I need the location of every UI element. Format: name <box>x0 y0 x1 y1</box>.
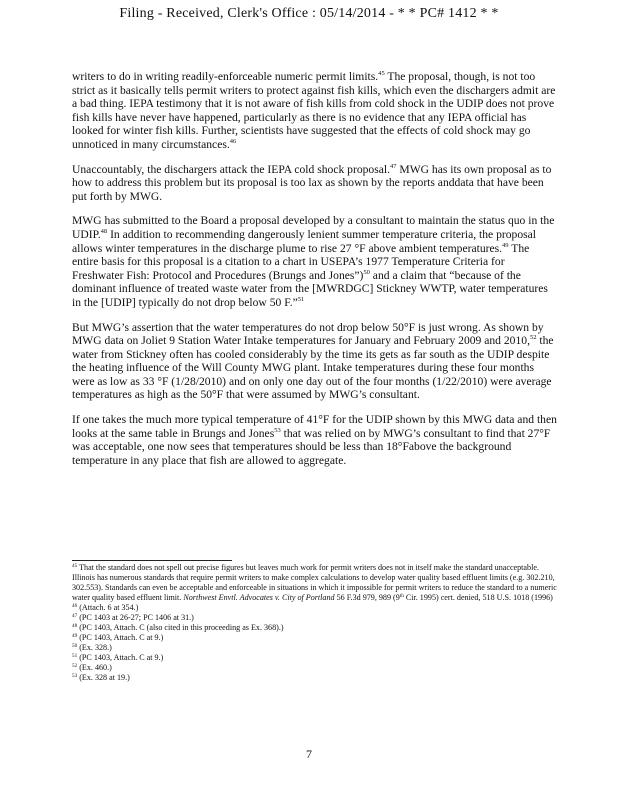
footnote-50 <box>72 643 558 653</box>
footnote-ref[interactable]: 52 <box>529 334 537 342</box>
footnote-53 <box>72 673 558 683</box>
footnote-number: 53 <box>72 673 78 679</box>
footnote-number: 46 <box>72 603 78 609</box>
footnote-ref[interactable]: 53 <box>274 426 281 434</box>
footnote-text: (Ex. 328 at 19.) <box>79 673 130 682</box>
paragraph-text: the water from Stickney often has cooled considerably by the time its gets as far south as the UDIP despite the heating influence of the Will County MWG plant. Intake temperatures during these four months were as low as 33 °F (1/28/2010) and on only one day out of the four months (1/22/2010) were average temperatures as high as the 50°F that were assumed by MWG’s consultant. <box>72 334 554 402</box>
footnote-text: (PC 1403, Attach. C (also cited in this proceeding as Ex. 368).) <box>79 623 284 632</box>
footnote-ref[interactable]: 51 <box>297 295 305 303</box>
paragraph-1 <box>72 70 558 152</box>
paragraph-text: that was relied on by MWG’s consultant to find that 27°F was acceptable, one now sees that temperatures should be less than 18°Fabove the background temperature in any place that fish are allowed to aggregate. <box>72 426 551 467</box>
footnote-48 <box>72 623 558 633</box>
footnote-number: 49 <box>72 633 78 639</box>
footnote-number: 51 <box>72 653 78 659</box>
footnote-text: (PC 1403, Attach. C at 9.) <box>79 653 164 662</box>
footnote-text: (Ex. 460.) <box>79 663 112 672</box>
footnote-text: (Ex. 328.) <box>79 643 112 652</box>
footnote-46 <box>72 603 558 613</box>
paragraph-text: But MWG’s assertion that the water temperatures do not drop below 50°F is just wrong. As shown by MWG data on Joliet 9 Station Water Intake temperatures for January and February 2009 and 2010, <box>72 320 544 348</box>
footnote-number: 52 <box>72 663 78 669</box>
footnote-text: That the standard does not spell out precise figures but leaves much work for permit writers does not in itself make the standard unacceptable. Illinois has numerous standards that require permit writers to make complex calculations to develop water quality based effluent limits (e.g. 302.210, 302.553). Standards can even be acceptable and enforceable in situations in which it impossible for permit writers to reduce the standard to a numeric water quality based effluent limit. <box>72 563 557 602</box>
page-number: 7 <box>306 747 312 761</box>
footnote-text: (Attach. 6 at 354.) <box>79 603 139 612</box>
paragraph-text: If one takes the much more typical temperature of 41°F for the UDIP shown by this MWG data and then looks at the same table in Brungs and Jones <box>72 413 557 440</box>
footnote-text: 56 F.3d 979, 989 (9 <box>334 593 400 602</box>
filing-header: Filing - Received, Clerk's Office : 05/14/2014 - * * PC# 1412 * * <box>119 6 499 21</box>
footnote-ref[interactable]: 45 <box>378 70 385 77</box>
footnote-number: 47 <box>72 613 78 619</box>
paragraph-text: Unaccountably, the dischargers attack the IEPA cold shock proposal. <box>72 162 390 176</box>
footnote-ref[interactable]: 47 <box>390 162 397 170</box>
footnote-ref[interactable]: 49 <box>502 241 509 249</box>
paragraph-3 <box>72 214 558 309</box>
ordinal-suffix: th <box>399 593 404 599</box>
document-body <box>72 70 558 467</box>
paragraph-text: writers to do in writing readily-enforceable numeric permit limits. <box>72 70 379 83</box>
footnote-text: (PC 1403, Attach. C at 9.) <box>79 633 164 642</box>
footnote-52 <box>72 663 558 673</box>
footnote-text: (PC 1403 at 26-27; PC 1406 at 31.) <box>79 613 194 622</box>
paragraph-text: In addition to recommending dangerously lenient summer temperature criteria, the proposal allows winter temperatures in the discharge plume to rise 27 °F above ambient temperatures. <box>72 227 537 255</box>
footnote-number: 45 <box>72 563 78 569</box>
case-citation: Northwest Envtl. Advocates v. City of Portland <box>183 593 335 602</box>
paragraph-5 <box>72 413 558 467</box>
paragraph-text: MWG has submitted to the Board a proposal developed by a consultant to maintain the status quo in the UDIP. <box>72 214 555 241</box>
footnote-text: Cir. 1995) cert. denied, 518 U.S. 1018 (1996) <box>403 593 553 602</box>
footnote-ref[interactable]: 48 <box>100 227 108 235</box>
footnote-47 <box>72 613 558 623</box>
footnote-number: 50 <box>72 643 78 649</box>
footnotes <box>72 563 558 683</box>
footnote-51 <box>72 653 558 663</box>
footnote-number: 48 <box>72 623 78 629</box>
footnote-divider <box>72 560 232 561</box>
paragraph-text: The entire basis for this proposal is a citation to a chart in USEPA’s 1977 Temperature Criteria for Freshwater Fish: Protocol and Procedures (Brungs and Jones”) <box>72 241 530 282</box>
footnote-49 <box>72 633 558 643</box>
footnote-45 <box>72 563 558 603</box>
footnote-ref[interactable]: 46 <box>229 137 237 145</box>
paragraph-text: MWG has its own proposal as to how to address this problem but its proposal is too lax as shown by the reports anddata that have been put forth by MWG. <box>72 162 552 203</box>
paragraph-4 <box>72 321 558 403</box>
paragraph-text: The proposal, though, is not too strict as it basically tells permit writers to protect against fish kills, which even the dischargers admit are a bad thing. IEPA testimony that it is not aware of fish kills from cold shock in the UDIP does not prove fish kills have never have happened, particularly as there is no evidence that any IEPA official has looked for winter fish kills. Further, scientists have suggested that the effects of cold shock may go unnoticed in many circumstances. <box>72 70 556 151</box>
paragraph-text: and a claim that “because of the dominant influence of treated waste water from the [MWRDGC] Stickney WWTP, water temperatures in the [UDIP] typically do not drop below 50 F.” <box>72 268 548 309</box>
footnote-ref[interactable]: 50 <box>363 268 370 276</box>
paragraph-2 <box>72 163 558 204</box>
